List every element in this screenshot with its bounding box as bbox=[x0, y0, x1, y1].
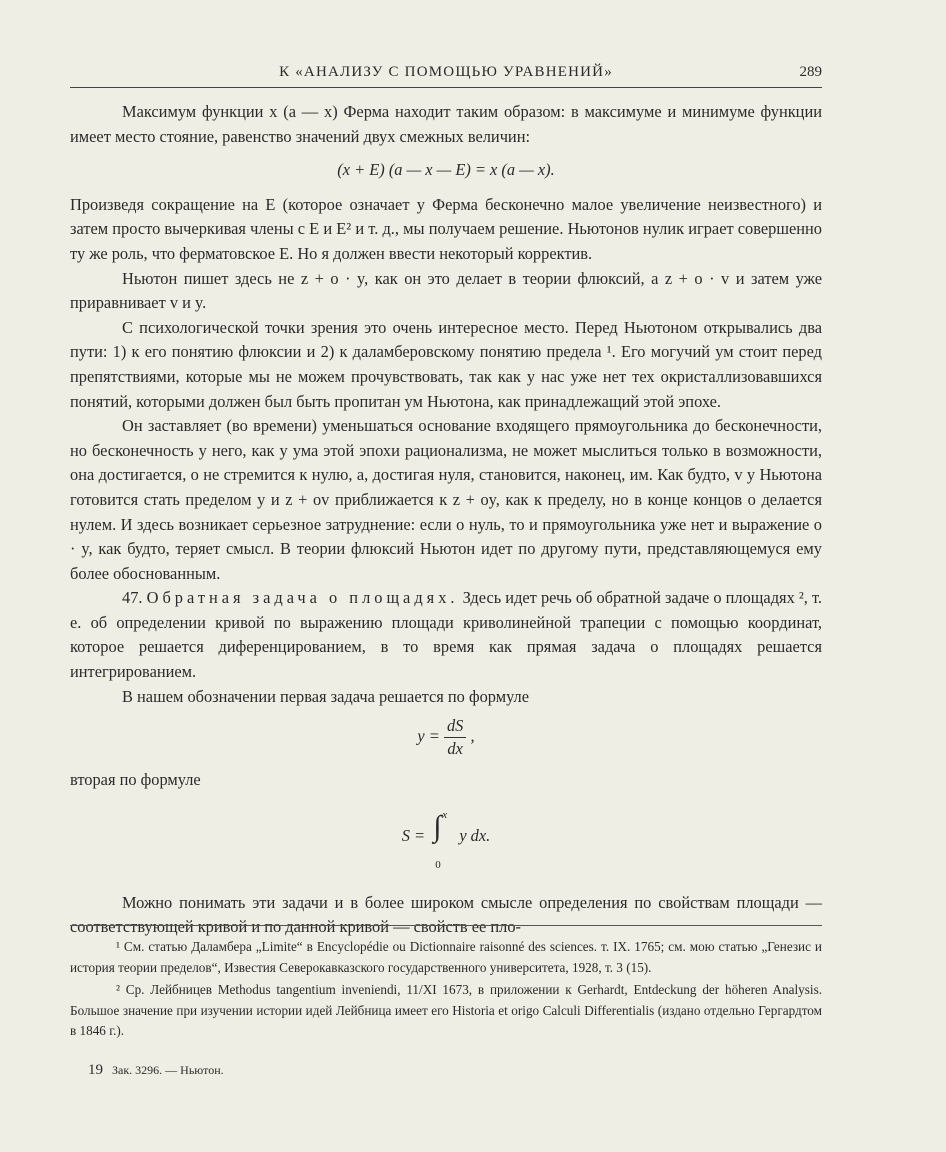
order-note: Зак. 3296. — Ньютон. bbox=[112, 1063, 224, 1077]
section-title: Обратная задача о площадях. bbox=[146, 588, 459, 608]
printer-signature bbox=[88, 1062, 224, 1079]
paragraph-second: вторая по формуле bbox=[70, 770, 201, 790]
paragraph-newton-writes: Ньютон пишет здесь не z + o · y, как он это делает в теории флюксий, а z + o · v и затем уже приравнивает v и y. bbox=[70, 268, 822, 313]
sheet-number: 19 bbox=[88, 1062, 103, 1078]
paragraph-psychological: С психологической точки зрения это очень интересное место. Перед Ньютоном открывались два пути: 1) к его понятию флюксии и 2) к даламберовскому понятию предела ¹. Его могучий ум стоит перед препятствиями, которые мы не можем прочувствовать, так как у нас уже нет тех окристаллизовавшихся понятий, которыми должен был быть пропитан ум Ньютона, как принадлежащий этой эпохе. bbox=[70, 317, 822, 411]
header-rule bbox=[70, 87, 822, 88]
page-number: 289 bbox=[799, 64, 822, 80]
formula-integral-lhs: S = bbox=[401, 825, 426, 845]
paragraph-infinity: Он заставляет (во времени) уменьшаться основание входящего прямоугольника до бесконечности, но бесконечность у него, как у ума этой эпохи рационализма, не может мыслиться только в возможности, она достигается, o не стремится к нулю, а, достигая нуля, становится, наконец, им. Как будто, v у Ньютона готовится стать пределом y и z + ov приближается к z + oy, как к пределу, но в конце концов o делается нулем. И здесь возникает серьезное затруднение: если o нуль, то и прямоугольника уже нет и выражение o · y, как будто, теряет смысл. В теории флюксий Ньютон идет по другому пути, представляющемуся ему более обоснованным. bbox=[70, 416, 822, 583]
footnote-2: ² Ср. Лейбницев Methodus tangentium inveniendi, 11/XI 1673, в приложении к Gerhardt, Entdeckung der höheren Analysis. Большое значение при изучении истории идей Лейбница имеет его Historia et origo Calculi Differentialis (издано отдельно Гергардтом в 1846 г.). bbox=[70, 982, 822, 1038]
integral-upper-limit: x bbox=[442, 808, 448, 821]
paragraph-notation: В нашем обозначении первая задача решается по формуле bbox=[122, 686, 530, 706]
footnote-rule bbox=[70, 925, 822, 926]
formula-integral-body: y dx. bbox=[459, 825, 491, 845]
integral-symbol-icon: ∫ bbox=[433, 809, 442, 843]
formula-fermat: (x + E) (a — x — E) = x (a — x). bbox=[337, 160, 555, 180]
footnote-1: ¹ См. статью Даламбера „Limite“ в Encyclopédie ou Dictionnaire raisonné des sciences. т. IX. 1765; см. мою статью „Генезис и история теории пределов“, Известия Северокавказского государственного университета, 1928, т. 3 (15). bbox=[70, 939, 822, 975]
formula-integral bbox=[70, 805, 822, 869]
paragraph-fermat: Максимум функции x (a — x) Ферма находит таким образом: в максимуме и минимуме функции имеет место стояние, равенство значений двух смежных величин: bbox=[70, 102, 822, 146]
formula-derivative-lhs: y = bbox=[417, 726, 440, 746]
formula-derivative-tail: , bbox=[470, 726, 475, 746]
main-text bbox=[70, 100, 822, 940]
footnotes bbox=[70, 937, 822, 1044]
running-header bbox=[70, 62, 822, 86]
section-text: Здесь идет речь об обратной задаче о площадях ², т. е. об определении кривой по выражению площади криволинейной трапеции с помощью координат, которое решается диференцированием, в то время как прямая задача о площадях решается интегрированием. bbox=[70, 588, 823, 682]
fraction-denominator: dx bbox=[447, 739, 463, 759]
paragraph-broader: Можно понимать эти задачи и в более широком смысле определения по свойствам площади — соответствующей кривой и по данной кривой — свойств ее пло- bbox=[70, 892, 822, 937]
integral-sign bbox=[429, 805, 455, 869]
running-title: К «АНАЛИЗУ С ПОМОЩЬЮ УРАВНЕНИЙ» bbox=[279, 64, 613, 80]
formula-derivative bbox=[70, 715, 822, 760]
section-number: 47. bbox=[122, 588, 143, 608]
paragraph-reduction: Произведя сокращение на E (которое означает у Ферма бесконечно малое увеличение неизвестного) и затем просто вычеркивая члены с E и E² и т. д., мы получаем решение. Ньютонов нулик играет совершенно ту же роль, что ферматовское E. Но я должен ввести некоторый корректив. bbox=[70, 194, 822, 263]
integral-lower-limit: 0 bbox=[435, 858, 441, 871]
fraction-numerator: dS bbox=[444, 715, 466, 738]
fraction-ds-dx bbox=[444, 715, 466, 760]
paragraph-section-47 bbox=[70, 586, 822, 684]
